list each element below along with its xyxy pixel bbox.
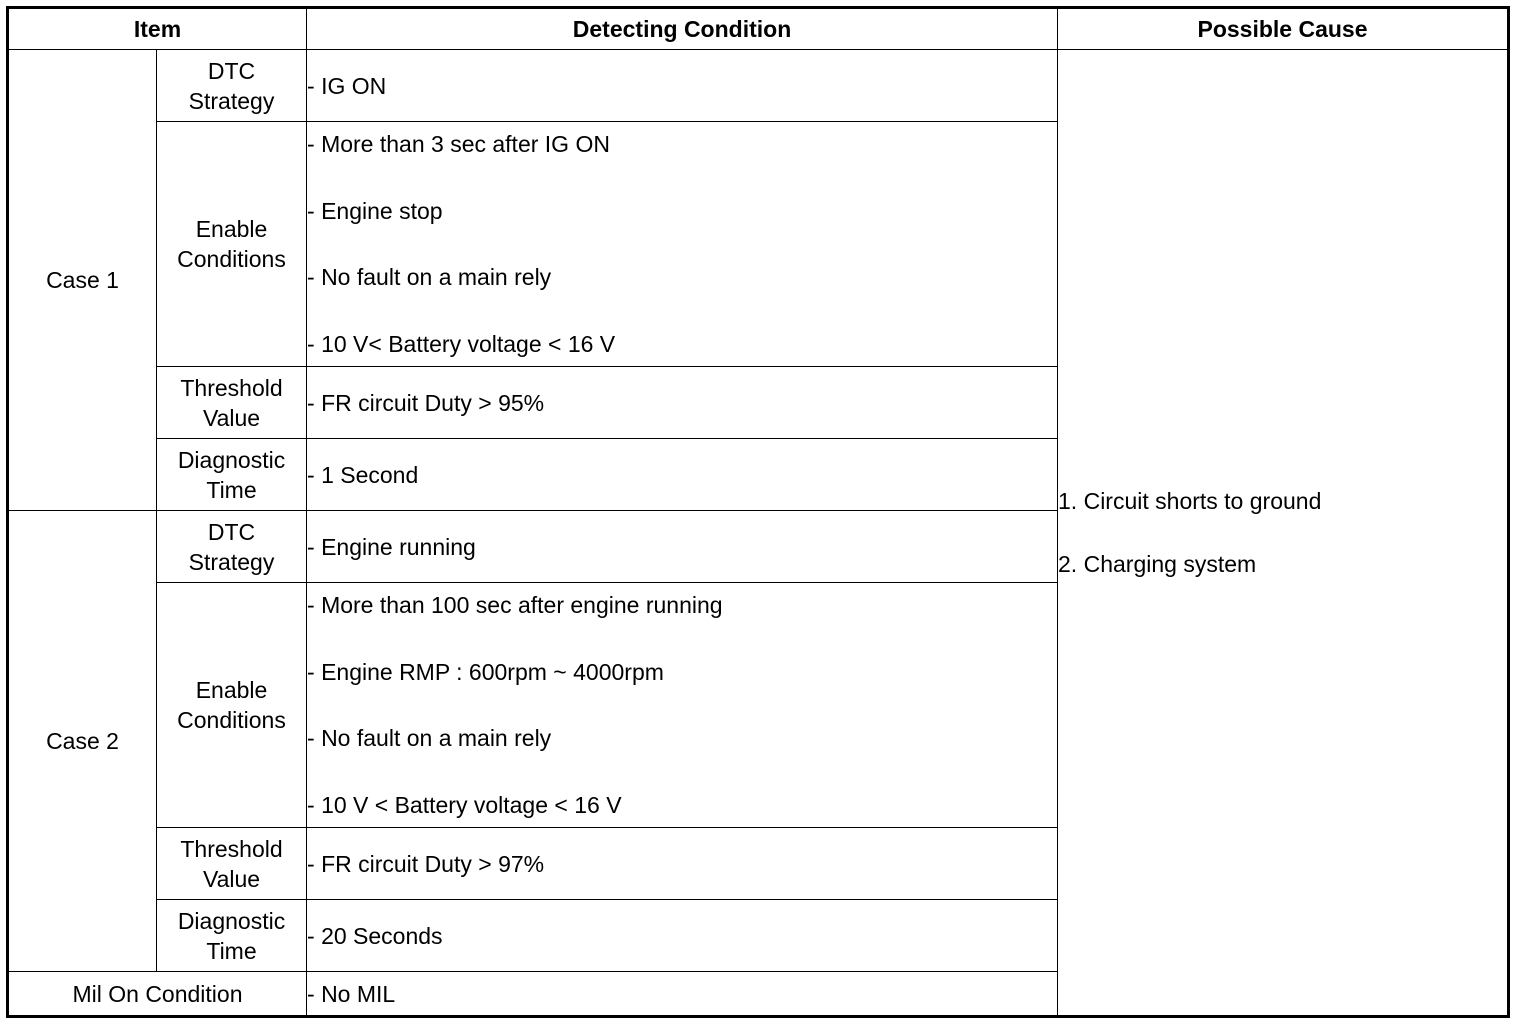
case2-enable-conditions-label: Enable Conditions <box>157 583 307 828</box>
condition-line: - More than 3 sec after IG ON <box>307 131 610 157</box>
header-item: Item <box>8 8 307 50</box>
possible-cause-cell <box>1058 50 1509 1017</box>
case1-dtc-strategy-value: - IG ON <box>307 50 1058 122</box>
case2-dtc-strategy-label: DTC Strategy <box>157 511 307 583</box>
case1-label: Case 1 <box>8 50 157 511</box>
case1-threshold-label: Threshold Value <box>157 367 307 439</box>
case2-dtc-strategy-value: - Engine running <box>307 511 1058 583</box>
possible-cause-item: 2. Charging system <box>1058 551 1257 577</box>
case1-diagnostic-time-label: Diagnostic Time <box>157 439 307 511</box>
header-row <box>8 8 1509 50</box>
header-detecting-condition: Detecting Condition <box>307 8 1058 50</box>
case1-enable-conditions-label: Enable Conditions <box>157 122 307 367</box>
case2-label: Case 2 <box>8 511 157 972</box>
case2-threshold-value: - FR circuit Duty > 97% <box>307 828 1058 900</box>
mil-on-condition-value: - No MIL <box>307 972 1058 1017</box>
case1-enable-conditions-value <box>307 122 1058 367</box>
condition-line: - More than 100 sec after engine running <box>307 592 723 618</box>
condition-line: - 10 V < Battery voltage < 16 V <box>307 791 622 818</box>
case2-threshold-label: Threshold Value <box>157 828 307 900</box>
case1-dtc-strategy-row <box>8 50 1509 122</box>
case1-diagnostic-time-value: - 1 Second <box>307 439 1058 511</box>
possible-cause-item: 1. Circuit shorts to ground <box>1058 488 1322 514</box>
condition-line: - 10 V< Battery voltage < 16 V <box>307 330 616 357</box>
condition-line: - No fault on a main rely <box>307 264 552 290</box>
diagnostic-spec-table <box>6 6 1510 1018</box>
header-possible-cause: Possible Cause <box>1058 8 1509 50</box>
case2-diagnostic-time-label: Diagnostic Time <box>157 900 307 972</box>
mil-on-condition-label: Mil On Condition <box>8 972 307 1017</box>
case2-diagnostic-time-value: - 20 Seconds <box>307 900 1058 972</box>
case1-threshold-value: - FR circuit Duty > 95% <box>307 367 1058 439</box>
condition-line: - No fault on a main rely <box>307 725 552 751</box>
condition-line: - Engine RMP : 600rpm ~ 4000rpm <box>307 658 664 685</box>
case1-dtc-strategy-label: DTC Strategy <box>157 50 307 122</box>
condition-line: - Engine stop <box>307 197 443 224</box>
case2-enable-conditions-value <box>307 583 1058 828</box>
